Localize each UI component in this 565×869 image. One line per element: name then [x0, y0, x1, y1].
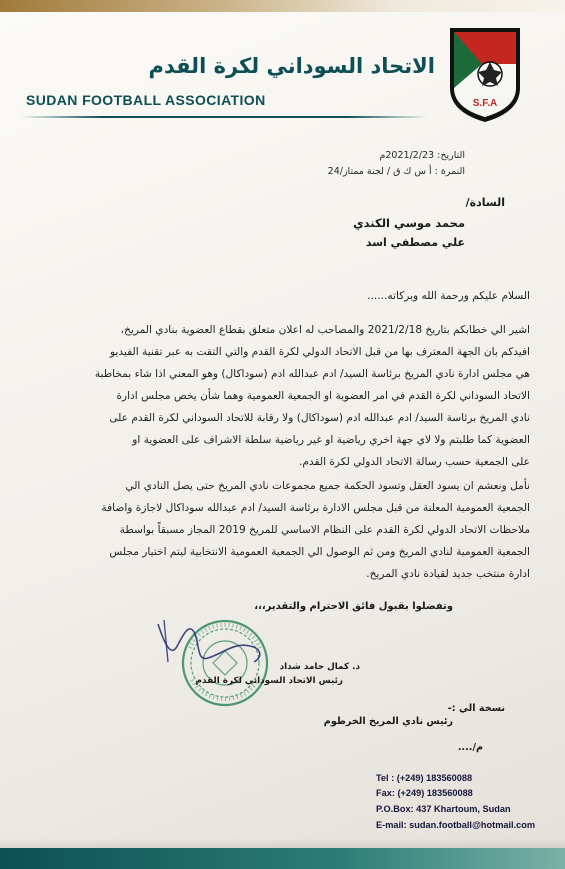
contact-email: E-mail: sudan.football@hotmail.com — [376, 820, 536, 830]
paragraph-1-line: العضوية كما طلبتم ولا لاي جهة اخري رياضية او غير رياضية سلطة الاشراف على العضوية او — [132, 434, 530, 446]
paragraph-1-line: هي مجلس ادارة نادي المريخ برئاسة السيد/ ادم عبدالله ادم (سوداكال) وهو المعني اذا شاء بمخاطبة — [94, 368, 530, 380]
paragraph-2-line: نأمل ونعشم ان يسود العقل وتسود الحكمة جميع مجموعات نادي المريخ حتى يصل النادي الي — [125, 480, 530, 492]
footer-border-band — [0, 848, 565, 869]
letter-reference-number: النمرة : أ س ك ق / لجنة ممتاز/24 — [327, 166, 465, 177]
paragraph-1-line: اشير الي خطابكم بتاريخ 2021/2/18 والمصاحب له اعلان متعلق بقطاع العضوية بنادي المريخ، — [120, 324, 530, 336]
contact-fax: Fax: (+249) 183560088 — [376, 788, 473, 798]
paragraph-2-line: الجمعية العمومية المعلنة من قبل مجلس الادارة برئاسة السيد/ ادم عبدالله سوداكال لاجازة واضافة — [101, 502, 530, 514]
greeting-line: السلام عليكم ورحمة الله وبركاته...... — [367, 290, 530, 302]
top-border-band — [0, 0, 565, 12]
paragraph-1-line: الاتحاد السوداني لكرة القدم في امر العضوية او الجمعية العمومية وهما شأن يخص مجلس ادارة — [116, 390, 530, 402]
signatory-name: د. كمال حامد شداد — [279, 662, 360, 672]
signatory-title: رئيس الاتحاد السوداني لكرة القدم — [195, 676, 343, 686]
copy-initials: م/.... — [457, 742, 483, 753]
contact-telephone: Tel : (+249) 183560088 — [376, 773, 473, 783]
header-divider — [20, 116, 428, 118]
crest-label: S.F.A — [472, 98, 498, 109]
letter-date: التاريخ: 2021/2/23م — [379, 150, 465, 161]
recipient-name-2: علي مصطفي اسد — [365, 236, 465, 249]
association-name-arabic: الاتحاد السوداني لكرة القدم — [148, 54, 435, 78]
paragraph-2-line: ملاحظات الاتحاد الدولي لكرة القدم على النظام الاساسي للمريخ 2019 المجاز مسبقاً بواسطة — [119, 524, 530, 536]
sfa-crest-logo — [446, 24, 524, 124]
paragraph-2-line: الجمعية العمومية لنادي المريخ ومن ثم الوصول الي الجمعية العمومية الانتخابية ليتم اختيار مجلس — [109, 546, 530, 558]
closing-line: وتفضلوا بقبول فائق الاحترام والتقدير،،، — [254, 601, 453, 612]
recipient-name-1: محمد موسي الكندي — [353, 216, 465, 230]
copy-to-label: نسخة الي :- — [447, 703, 505, 714]
association-name-english: SUDAN FOOTBALL ASSOCIATION — [26, 92, 266, 108]
paragraph-2-line: ادارة منتخب جديد لقيادة نادي المريخ. — [366, 568, 530, 580]
salutation: السادة/ — [465, 196, 505, 209]
paragraph-1-line: على الجمعية حسب رسالة الاتحاد الدولي لكرة القدم. — [299, 456, 530, 468]
bottom-shadow — [0, 838, 565, 848]
paragraph-1-line: نادي المريخ برئاسة السيد/ ادم عبدالله ادم (سوداكال) ولا رقابة للاتحاد السوداني لكرة القدم على — [109, 412, 530, 424]
paragraph-1-line: افيدكم بان الجهة المعترف بها من قبل الاتحاد الدولي لكرة القدم والتي التقت به عبر تقنية الفيديو — [109, 346, 530, 358]
contact-po-box: P.O.Box: 437 Khartoum, Sudan — [376, 804, 511, 814]
copy-recipient: رئيس نادي المريخ الخرطوم — [323, 716, 453, 727]
